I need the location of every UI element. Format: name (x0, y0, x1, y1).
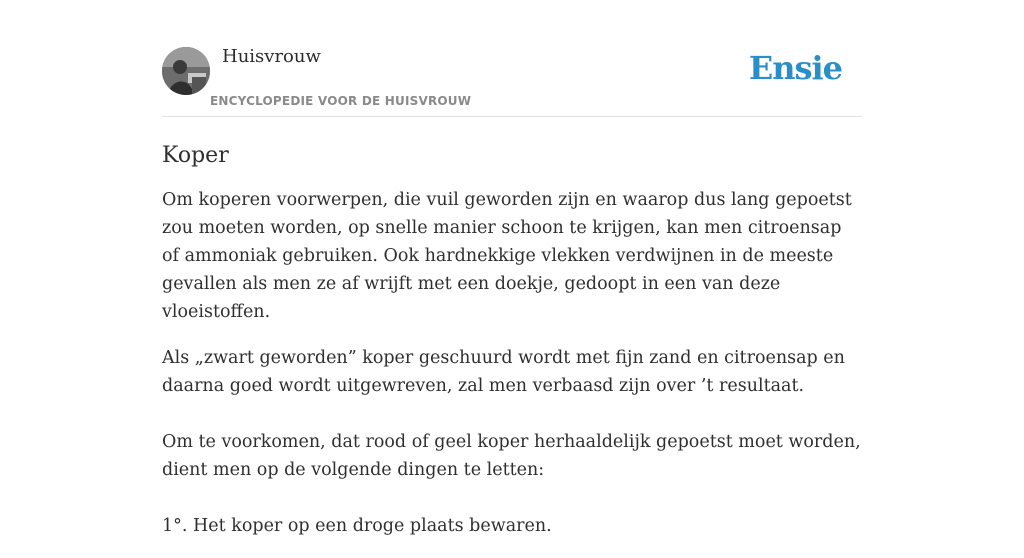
paragraph: Om koperen voorwerpen, die vuil geworden zijn en waarop dus lang gepoetst zou moeten worden, op snelle manier schoon te krijgen, kan men citroensap of ammoniak gebruiken. Ook hardnekkige vlekken verdwijnen in de meeste gevallen als men ze af wrijft met een doekje, gedoopt in een van deze vloeistoffen. (162, 190, 852, 322)
paragraph: Als „zwart geworden” koper geschuurd wordt met fijn zand en citroensap en daarna goed wordt uitgewreven, zal men verbaasd zijn over ’t resultaat. (162, 348, 845, 396)
header (162, 0, 862, 117)
avatar-photo-icon (162, 47, 210, 95)
article-title: Koper (162, 143, 229, 168)
paragraph: Om te voorkomen, dat rood of geel koper herhaaldelijk gepoetst moet worden, dient men op de volgende dingen te letten: (162, 432, 861, 480)
author-name[interactable]: Huisvrouw (222, 46, 321, 67)
page (162, 0, 862, 558)
article-body (162, 186, 862, 540)
publication-subtitle: ENCYCLOPEDIE VOOR DE HUISVROUW (210, 94, 472, 108)
brand-logo[interactable]: Ensie (748, 49, 842, 87)
avatar[interactable] (162, 47, 210, 95)
paragraph: 1°. Het koper op een droge plaats bewaren. (162, 516, 552, 536)
